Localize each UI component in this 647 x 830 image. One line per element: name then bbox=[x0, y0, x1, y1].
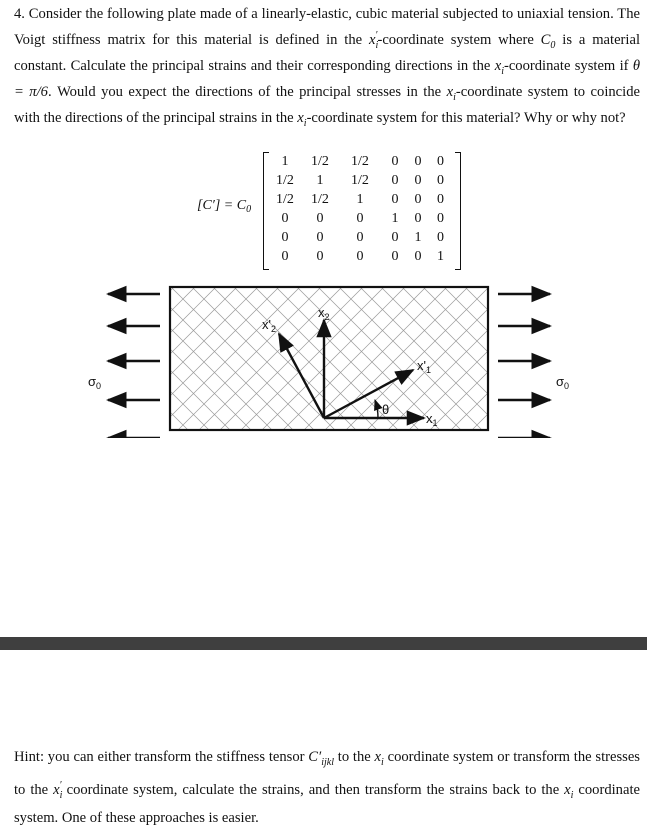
plate-diagram bbox=[78, 278, 578, 438]
coordinate: $x_i$ bbox=[494, 57, 504, 77]
matrix-cell: 0 bbox=[316, 210, 324, 226]
matrix-cell: 0 bbox=[356, 248, 364, 264]
hint-text: Hint: you can either transform the stiffness tensor $C'_{ijkl}$ to the $x_i$ coordinate system or transform the stresses to the $x_i'$ coordinate system, calculate the strains, and then transform the strains back to the $x_i$ coordinate system. One of these approaches is easier. bbox=[14, 749, 640, 826]
matrix-cell: 0 bbox=[437, 229, 444, 245]
coordinate: $x_i$ bbox=[564, 781, 574, 801]
matrix-cell: 0 bbox=[281, 248, 289, 264]
stiffness-tensor: $C'_{ijkl}$ bbox=[308, 749, 334, 768]
x1-prime-label: $x'_1$ bbox=[417, 358, 431, 375]
primed-coordinate: $x_i'$ bbox=[369, 30, 379, 51]
material-constant: $C_0$ bbox=[540, 31, 556, 51]
plate-figure bbox=[78, 278, 578, 438]
matrix-cell: 1/2 bbox=[276, 172, 294, 188]
matrix-cell: 1 bbox=[437, 248, 444, 264]
left-load-arrows bbox=[108, 294, 160, 438]
stiffness-matrix bbox=[197, 148, 467, 272]
matrix-cell: 0 bbox=[391, 172, 399, 188]
matrix-cell: 1/2 bbox=[311, 153, 329, 169]
matrix-cell: 0 bbox=[391, 153, 399, 169]
matrix-cell: 0 bbox=[437, 191, 444, 207]
matrix-cell: 0 bbox=[356, 229, 364, 245]
matrix-cell: 1 bbox=[391, 210, 399, 226]
matrix-right-bracket bbox=[455, 152, 461, 270]
matrix-cell: 1/2 bbox=[276, 191, 294, 207]
matrix-cell: 0 bbox=[437, 153, 444, 169]
matrix-cell: 0 bbox=[281, 210, 289, 226]
matrix-row bbox=[268, 247, 453, 266]
matrix-cell: 0 bbox=[414, 210, 422, 226]
plate bbox=[170, 287, 488, 430]
x2-prime-label: $x'_2$ bbox=[262, 317, 276, 334]
matrix-cell: 0 bbox=[414, 153, 422, 169]
matrix-cell: 0 bbox=[356, 210, 364, 226]
matrix-cell: 0 bbox=[281, 229, 289, 245]
matrix-row bbox=[268, 171, 453, 190]
x2-label: $x_2$ bbox=[318, 305, 330, 322]
matrix-cell: 1 bbox=[356, 191, 364, 207]
problem-statement: 4. Consider the following plate made of a linearly-elastic, cubic material subjected to uniaxial tension. The Voigt stiffness matrix for this material is defined in the $x_i'$-coordinate system where $C_0$ is a material constant. Calculate the principal strains and their corresponding directions in the $x_i$-coordinate system if θ = π/6. Would you expect the directions of the principal stresses in the $x_i$-coordinate system to coincide with the directions of the principal strains in the $x_i$-coordinate system for this material? Why or why not? bbox=[14, 6, 640, 129]
matrix-cell: 1/2 bbox=[311, 191, 329, 207]
matrix-cell: 0 bbox=[391, 229, 399, 245]
coordinate: $x_i$ bbox=[297, 109, 307, 129]
matrix-cell: 0 bbox=[391, 248, 399, 264]
matrix-cell: 1/2 bbox=[351, 153, 369, 169]
problem-number: 4. bbox=[14, 6, 25, 22]
primed-coordinate: $x_i'$ bbox=[53, 779, 63, 801]
x1-label: $x_1$ bbox=[426, 411, 438, 428]
matrix-lhs: $[C'] = C_0$ bbox=[197, 198, 252, 215]
matrix-cell: 1 bbox=[316, 172, 324, 188]
matrix-cell: 0 bbox=[437, 210, 444, 226]
matrix-row bbox=[268, 209, 453, 228]
matrix-cell: 0 bbox=[414, 191, 422, 207]
matrix-row bbox=[268, 228, 453, 247]
matrix-row bbox=[268, 190, 453, 209]
matrix-cell: 0 bbox=[437, 172, 444, 188]
coordinate: $x_i$ bbox=[374, 749, 384, 768]
right-load-arrows bbox=[498, 294, 550, 438]
matrix-cell: 1 bbox=[414, 229, 422, 245]
sigma-right-label: $\sigma_0$ bbox=[556, 374, 570, 391]
page-divider bbox=[0, 637, 647, 650]
coordinate: $x_i$ bbox=[446, 83, 456, 103]
matrix-cell: 0 bbox=[414, 248, 422, 264]
matrix-cell: 0 bbox=[391, 191, 399, 207]
sigma-left-label: $\sigma_0$ bbox=[88, 374, 102, 391]
matrix-cell: 1 bbox=[281, 153, 289, 169]
theta-label: θ bbox=[382, 402, 390, 417]
matrix-cell: 0 bbox=[414, 172, 422, 188]
matrix-cell: 0 bbox=[316, 248, 324, 264]
matrix-table bbox=[268, 152, 453, 266]
matrix-row bbox=[268, 152, 453, 171]
matrix-cell: 0 bbox=[316, 229, 324, 245]
theta-equation: θ = π/6 bbox=[14, 57, 640, 100]
matrix-cell: 1/2 bbox=[351, 172, 369, 188]
